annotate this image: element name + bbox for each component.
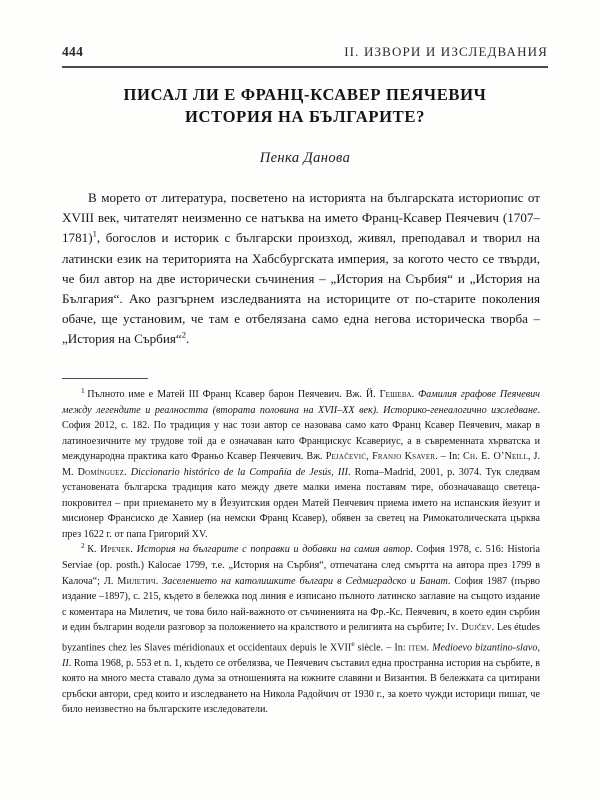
footnote-reference-2[interactable]: 2 (181, 330, 186, 341)
footnote-text-segment: Фамилия графове Пеячевич между легендите и реалността (втората половина на XVII–XX век). Историко-генеалогично изследване (62, 389, 540, 416)
article-author: Пенка Данова (259, 150, 351, 167)
footnote-entry (62, 387, 540, 542)
body-text-segment-2: , богослов и историк с български произход, живял, преподавал и творил на латински език на територията на Хабсбургската империя, за когото често се твърди, че бил автор на две исторически съчинения – „История на Сърбия“ и „История на България“. Ако разгърнем изследванията на историците от по-старите поколения обаче, ще установим, че там е отбелязана само една негова историческа творба – „История на Сърбия“ (62, 230, 540, 347)
footnote-text-segment: Заселението на католишките българи в Седмиградско и Банат (162, 575, 448, 587)
footnote-text-segment: . (130, 544, 137, 556)
title-block (72, 84, 538, 167)
footnote-text-segment: . София 1978, с. 516: Historia Serviae (op. posth.) Kalocae 1799, т.е. „История на Сърбия“, отпечатана след смъртта на автора през 1799 в Калоча“; Л. (62, 544, 540, 587)
footnote-text-segment: Гешева (379, 389, 412, 400)
footnote-text-segment: siècle. – In: (354, 642, 409, 654)
footnote-text-segment: . София 1987 (първо издание –1897), с. 215, където в бележка под линия е изписано пълното латинско заглавие на същото издание с коментара на Милетич, че това било най-важното от съчиненията на Фр.-Кс. Пеячевич, в което един сърбин и един българин водели разговор за положението на кралството и религията на сърбите; (62, 575, 540, 634)
footnote-text-segment: . Roma 1968, p. 553 et n. 1, където се отбелязва, че Пеячевич съставил една пространна история на сърбите, в която на много места ставало дума за отношенията на южните славяни и Византия. В бележката са цитирани сръбски автори, сред които и изследването на Никола Радойчич от 1930 г., за което чужди историци пишат, че било неизвестно на българските изследователи. (62, 657, 540, 716)
body-paragraph (62, 188, 540, 350)
footnote-text-segment: История на българите с поправки и добавки на самия автор (136, 544, 411, 556)
footnote-text-segment: . – In: (435, 451, 464, 463)
footnote-text-segment: . Roma–Madrid, 2001, p. 3074. Тук следвам установената българска традиция като между двете малки имена поставям тире, обозначаващо светеца-покровител – при приемането му в Йезуитския орден Матей Пеячевич приема името на испанския йезуит и мисионер Франсиско де Хавиер (на немски Франц Ксавер), обявен за светец на Римокатолическата църква през 1622 г. от папа Григорий XV. (62, 466, 541, 540)
body-text-segment-3: . (185, 331, 190, 347)
article-title-line-1: ПИСАЛ ЛИ Е ФРАНЦ-КСАВЕР ПЕЯЧЕВИЧ (123, 85, 487, 104)
footnote-text-segment: Иречек (100, 544, 131, 556)
footnote-text-segment: Ch. E. O’Neill (463, 451, 529, 463)
footnote-text-segment: . (411, 389, 419, 400)
footnote-text-segment: . (124, 466, 131, 478)
page-title (72, 84, 538, 128)
footnote-text-segment: Diccionario histórico de la Compañía de Jesús, III (130, 466, 348, 478)
footnote-text-segment: Iv. Dujčev (446, 622, 492, 634)
body-text-segment-1: В морето от литература, посветено на историята на българската историопис от XVIII век, читателят неизменно се натъква на името Франц-Ксавер Пеячевич (1707–1781) (62, 190, 540, 246)
article-title-line-2: ИСТОРИЯ НА БЪЛГАРИТЕ? (184, 107, 426, 127)
page-folio-number: 444 (62, 44, 84, 59)
footnote-entry (62, 542, 540, 717)
running-head-rule (62, 66, 548, 68)
running-head-section-title: II. ИЗВОРИ И ИЗСЛЕДВАНИЯ (344, 44, 548, 59)
footnote-number[interactable]: 1 (81, 385, 85, 395)
footnote-reference-1[interactable]: 1 (92, 229, 97, 240)
footnote-text-segment: Domínguez (77, 466, 125, 478)
footnote-text-segment: К. (87, 544, 101, 556)
footnote-text-segment: Милетич (117, 575, 156, 587)
footnote-text-segment: . Les études byzantines chez les Slaves méridionaux et occidentaux depuis le XVII (62, 622, 540, 654)
footnote-text-segment: Pejačević, Franjo Ksaver (325, 451, 436, 463)
footnote-text-segment: . София 2012, с. 182. По традиция у нас този автор се назовава само като Франц Ксавер Пеячевич, макар в латиноезичните му трудове той да е означаван като Францискус Ксавериус, а в съвременната хърватска и международна практика като Франьо Ксавер Пеячевич. Вж. (62, 404, 540, 463)
footnote-text-segment: . (426, 642, 433, 654)
footnote-text-segment: item (408, 642, 427, 654)
footnote-text-segment: . (155, 575, 163, 587)
footnote-text-segment: e (351, 638, 355, 648)
footnote-text-segment: Пълното име е Матей III Франц Ксавер барон Пеячевич. Вж. Й. (87, 389, 380, 400)
footnote-number[interactable]: 2 (81, 541, 85, 551)
footnote-text-segment: Medioevo bizantino-slavo, II (62, 642, 541, 669)
footnote-block (62, 387, 540, 718)
footnote-text-segment: , J. M. (62, 451, 540, 478)
running-head (62, 38, 548, 60)
body-text (62, 188, 540, 350)
footnote-separator-rule (62, 378, 148, 379)
